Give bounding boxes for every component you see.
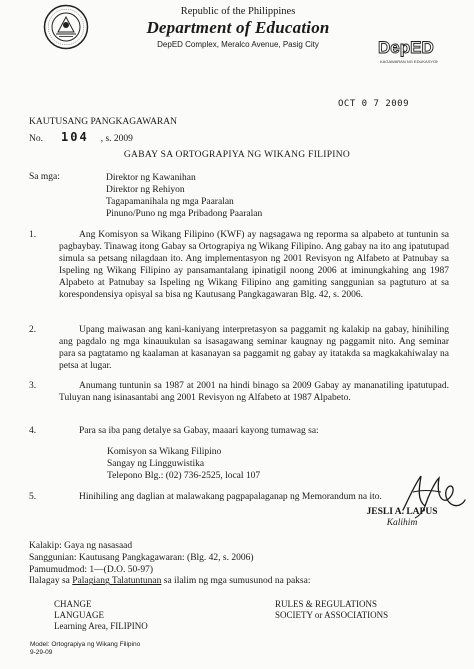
recipient: Direktor ng Rehiyon	[106, 185, 185, 195]
order-type: KAUTUSANG PANGKAGAWARAN	[29, 117, 177, 127]
subject-item: Learning Area, FILIPINO	[54, 620, 148, 631]
signer-block	[352, 507, 452, 528]
contact-block	[107, 446, 260, 483]
reference-line: Sanggunian: Kautusang Pangkagawaran: (Blg. 42, s. 2006)	[29, 552, 254, 563]
filing-index-label: Palagiang Talatuntunan	[72, 576, 162, 587]
distribution-line: Pamumudmod: 1—(D.O. 50-97)	[29, 564, 154, 575]
deped-logo-subtext: KAGAWARAN NG EDUKASYON	[380, 59, 438, 64]
paragraph-text: Para sa iba pang detalye sa Gabay, maaari kayong tumawag sa:	[79, 426, 319, 436]
letterhead	[120, 6, 356, 49]
paragraph-text: Ang Komisyon sa Wikang Filipino (KWF) ay nagsagawa ng reporma sa alpabeto at tuntunin sa pagbaybay. Tinawag itong Gabay sa Ortograpiya ng Wikang Filipino. Ang gabay na ito ang ipatutupad simula sa petsang nilagdaan ito. Ang implementasyon ng 2001 Revisyon ng Alfabeto at Patnubay sa Ispeling ng Wikang Filipino ay pansamantalang ipinatigil noong 2006 at iminungkahing ang 1987 Alpabeto at Patnubay sa Ispeling ng Wikang Filipino ang gamiting sanggunian sa pagtuturo at sa korespondensiya opisyal sa bisa ng Kautusang Pangkagawaran Blg. 42, s. 2006.	[59, 230, 449, 301]
subject-item: LANGUAGE	[54, 609, 104, 620]
attachment-line: Kalakip: Gaya ng nasasaad	[29, 541, 133, 551]
deped-seal-icon	[43, 4, 89, 50]
recipients-list	[106, 172, 262, 220]
recipient: Pinuno/Puno ng mga Pribadong Paaralan	[106, 209, 263, 219]
deped-logo-text: DepED	[378, 38, 434, 57]
signer-position: Kalihim	[386, 518, 418, 528]
contact-line: Sangay ng Lingguwistika	[107, 459, 205, 470]
paragraph-5	[29, 491, 449, 503]
paragraph-text: Anumang tuntunin sa 1987 at 2001 na hindi binago sa 2009 Gabay ay mananatiling ipatutupad. Tuluyan nang isinasantabi ang 2001 Revisyon ng Alfabeto at 1987 Alpabeto.	[59, 381, 449, 404]
deped-logo	[376, 36, 438, 66]
footer-notes	[29, 541, 310, 588]
department-address: DepED Complex, Meralco Avenue, Pasig City	[157, 40, 319, 49]
paragraph-3	[29, 380, 449, 404]
subject-item: RULES & REGULATIONS	[275, 599, 378, 609]
order-number: 104	[61, 130, 89, 144]
paragraph-number: 2.	[29, 325, 37, 335]
subjects-left	[54, 599, 148, 631]
model-date: 9-29-09	[30, 649, 53, 656]
paragraph-number: 5.	[29, 492, 37, 502]
paragraph-2	[29, 324, 449, 372]
date-stamp: OCT 0 7 2009	[338, 99, 410, 109]
contact-line: Telepono Blg.: (02) 736-2525, local 107	[107, 471, 261, 482]
order-no-label: No.	[29, 134, 43, 144]
order-series: , s. 2009	[100, 134, 133, 144]
paragraph-number: 3.	[29, 381, 37, 391]
republic-line: Republic of the Philippines	[180, 6, 296, 17]
document-title: GABAY SA ORTOGRAPIYA NG WIKANG FILIPINO	[123, 150, 351, 160]
signer-name: JESLI A. LAPUS	[366, 507, 438, 517]
recipient: Direktor ng Kawanihan	[106, 173, 196, 183]
paragraph-text: Hinihiling ang daglian at malawakang pagpapalaganap ng Memorandum na ito.	[79, 492, 382, 502]
paragraph-4	[29, 425, 449, 437]
paragraph-number: 1.	[29, 230, 37, 240]
paragraph-1	[29, 229, 449, 302]
subject-item: CHANGE	[54, 599, 92, 609]
recipient: Tagapamanihala ng mga Paaralan	[106, 197, 234, 207]
model-note	[30, 641, 140, 657]
recipients-label: Sa mga:	[29, 172, 60, 182]
paragraph-number: 4.	[29, 426, 37, 436]
model-line: Model: Ortograpiya ng Wikang Filipino	[30, 641, 141, 648]
contact-line: Komisyon sa Wikang Filipino	[107, 447, 222, 457]
subjects-right	[275, 599, 388, 621]
subject-item: SOCIETY or ASSOCIATIONS	[275, 609, 389, 620]
paragraph-text: Upang maiwasan ang kani-kaniyang interpretasyon sa paggamit ng kalakip na gabay, hinihiling ang pagdalo ng mga kinauukulan sa isasagawang seminar kaugnay ng paggamit nito. Ang seminar para sa pagtatamo ng kaalaman at kasanayan sa paggamit ng gabay ay itatakda sa magkakahiwalay na petsa at lugar.	[59, 325, 449, 372]
filing-line: Ilalagay sa Palagiang Talatuntunan sa ilalim ng mga sumusunod na paksa:	[29, 576, 311, 587]
order-number-line	[29, 130, 133, 144]
department-name: Department of Education	[146, 18, 330, 37]
